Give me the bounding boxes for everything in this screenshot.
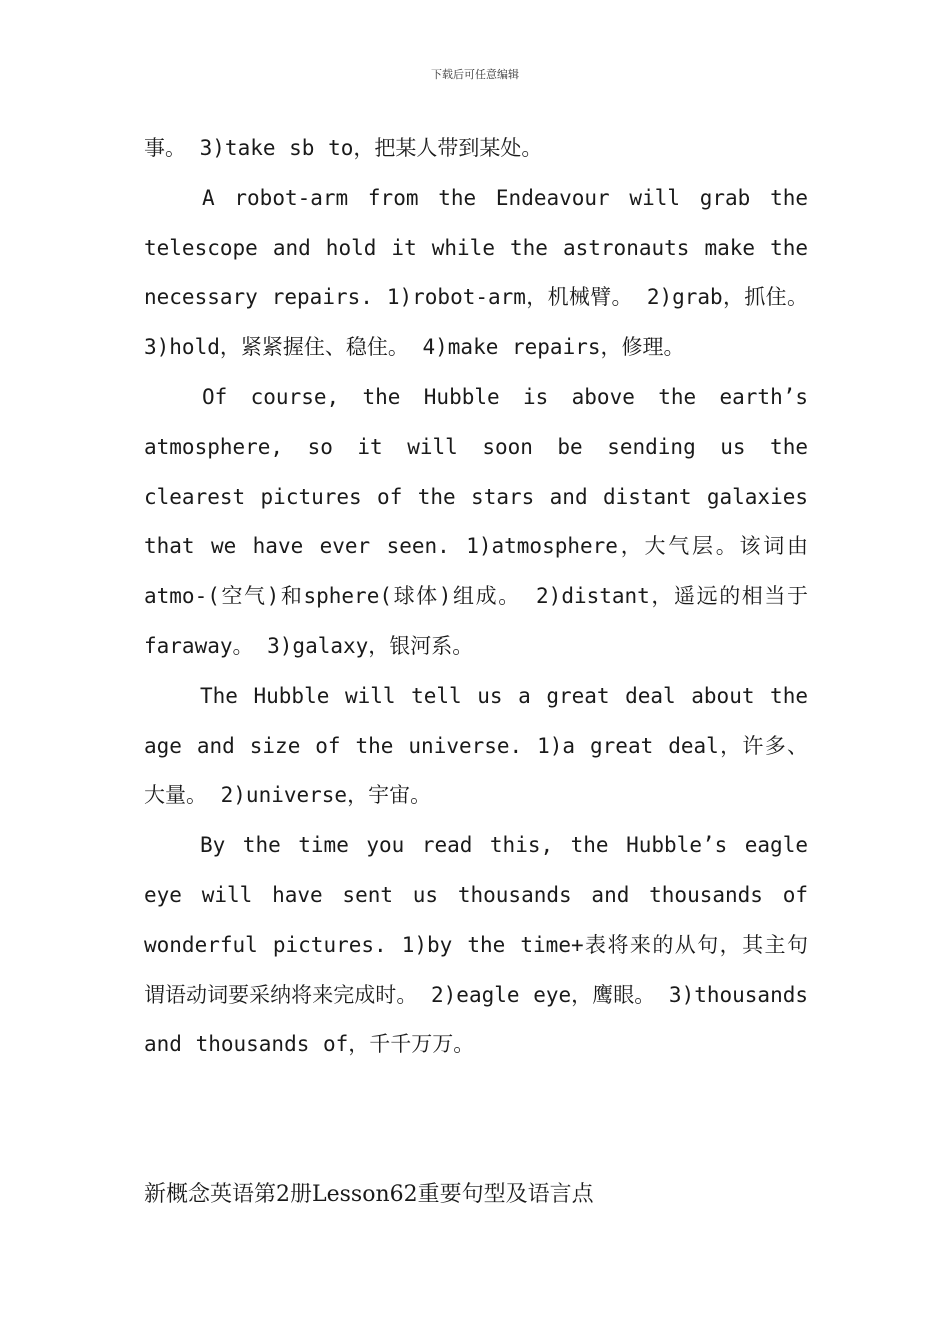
document-body bbox=[144, 124, 808, 1070]
paragraph-eagle-eye: By the time you read this, the Hubble’s eagle eye will have sent us thousands and thousands of wonderful pictures. 1)by the time+表将来的从句，其主句谓语动词要采纳将来完成时。 2)eagle eye，鹰眼。 3)thousands and thousands of，千千万万。 bbox=[144, 833, 808, 1057]
section-title: 新概念英语第2册Lesson62重要句型及语言点 bbox=[144, 1182, 594, 1207]
paragraph-universe: The Hubble will tell us a great deal about the age and size of the universe. 1)a great deal，许多、大量。 2)universe，宇宙。 bbox=[144, 683, 808, 808]
paragraph-atmosphere: Of course, the Hubble is above the earth’s atmosphere, so it will soon be sending us the clearest pictures of the stars and distant galaxies that we have ever seen. 1)atmosphere，大气层。该词由atmo-(空气)和sphere(球体)组成。 2)distant，遥远的相当于faraway。 3)galaxy，银河系。 bbox=[144, 384, 808, 658]
paragraph-continuation: 事。 3)take sb to，把某人带到某处。 bbox=[144, 136, 543, 160]
paragraph-robot-arm: A robot-arm from the Endeavour will grab the telescope and hold it while the astronauts make the necessary repairs. 1)robot-arm，机械臂。 2)grab，抓住。 3)hold，紧紧握住、稳住。 4)make repairs，修理。 bbox=[144, 185, 808, 360]
page-header-note: 下载后可任意编辑 bbox=[431, 68, 519, 81]
